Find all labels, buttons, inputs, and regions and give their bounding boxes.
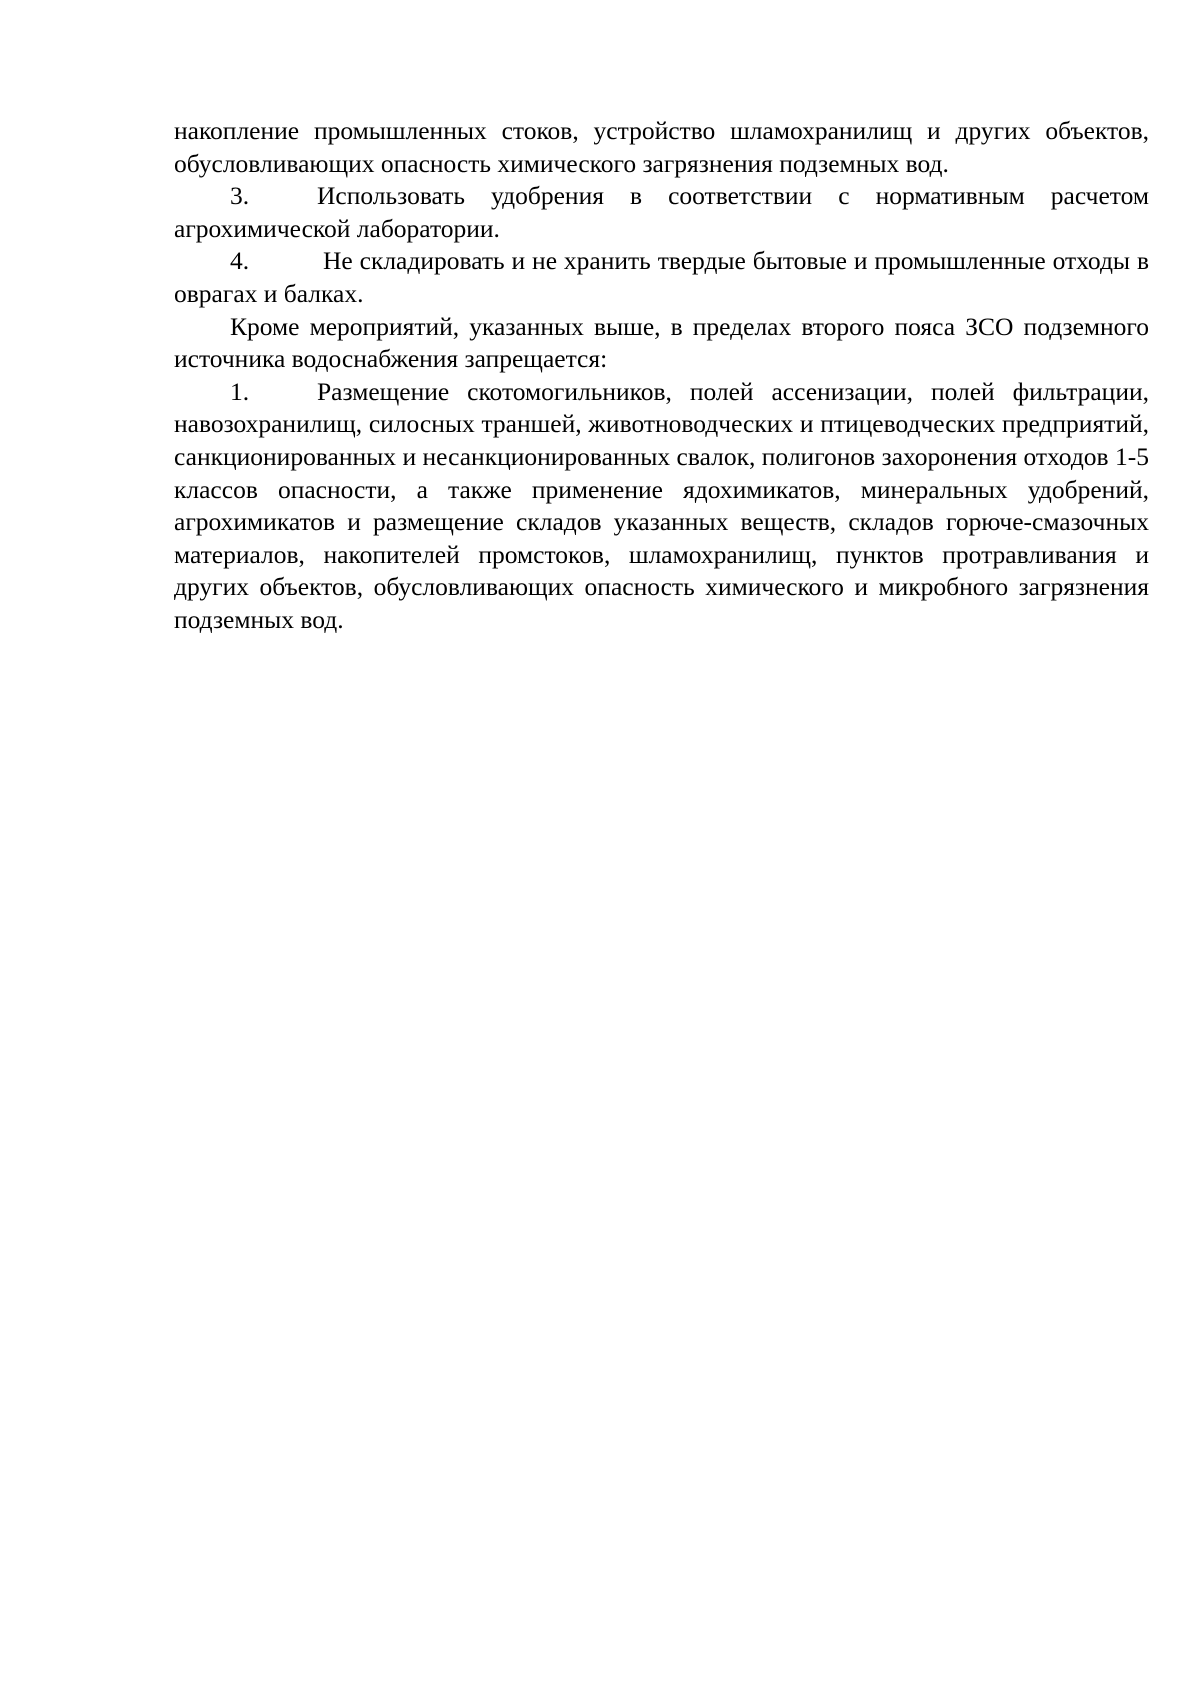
document-body: [174, 115, 1149, 637]
list-item-number: 3.: [230, 181, 250, 211]
paragraph-text: накопление промышленных стоков, устройство шламохранилищ и других объектов, обусловливающих опасность химического загрязнения подземных вод.: [174, 116, 1149, 178]
list-item-1: [174, 376, 1149, 637]
list-item-text: Использовать удобрения в соответствии с нормативным расчетом агрохимической лаборатории.: [174, 181, 1149, 243]
paragraph-text: Кроме мероприятий, указанных выше, в пределах второго пояса ЗСО подземного источника водоснабжения запрещается:: [174, 311, 1149, 374]
list-item-number: 4.: [230, 246, 250, 276]
paragraph-intro: [174, 311, 1149, 376]
paragraph-continuation: [174, 115, 1149, 180]
list-item-text: Не складировать и не хранить твердые бытовые и промышленные отходы в оврагах и балках.: [174, 246, 1149, 308]
list-item-text: Размещение скотомогильников, полей ассенизации, полей фильтрации, навозохранилищ, силосных траншей, животноводческих и птицеводческих предприятий, санкционированных и несанкционированных свалок, полигонов захоронения отходов 1-5 классов опасности, а также применение ядохимикатов, минеральных удобрений, агрохимикатов и размещение складов указанных веществ, складов горюче-смазочных материалов, накопителей промстоков, шламохранилищ, пунктов протравливания и других объектов, обусловливающих опасность химического и микробного загрязнения подземных вод.: [174, 376, 1149, 634]
list-item-4: [174, 245, 1149, 310]
list-item-number: 1.: [230, 376, 250, 406]
list-item-3: [174, 180, 1149, 245]
